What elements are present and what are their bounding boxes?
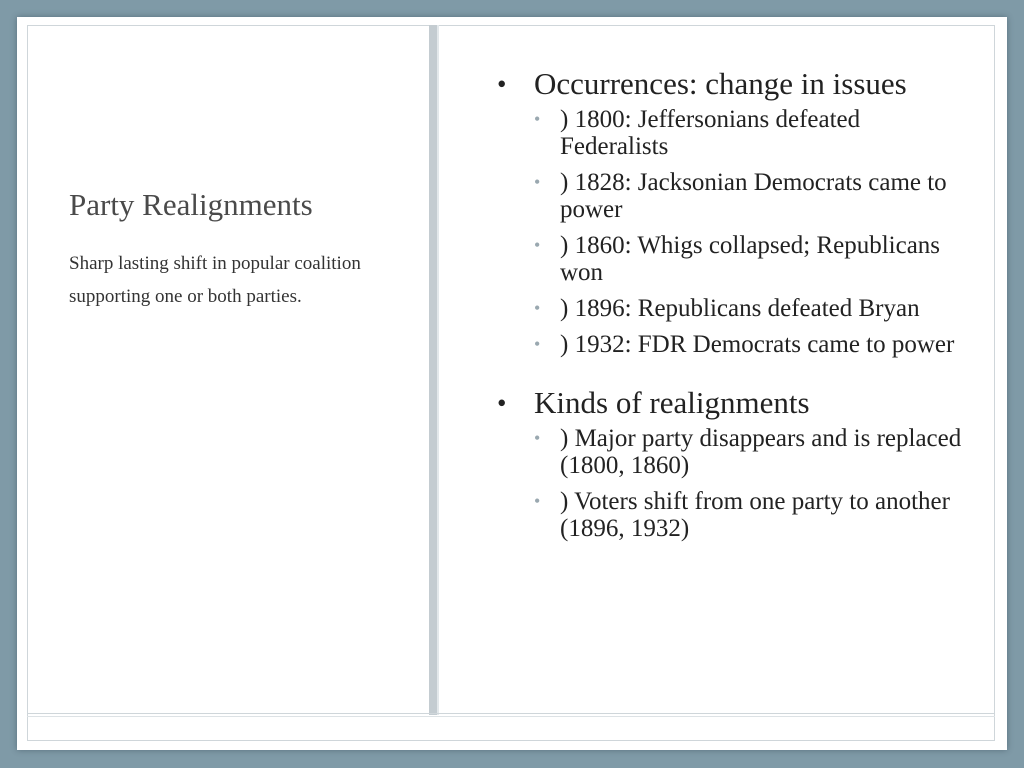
bullet-text: Kinds of realignments (534, 385, 810, 420)
bullet-text: ) Voters shift from one party to another (1896, 1932) (560, 488, 950, 542)
bullet-level-2 (492, 169, 972, 223)
column-divider (429, 25, 437, 715)
section-occurrences (492, 68, 972, 358)
bullet-text: ) 1896: Republicans defeated Bryan (560, 295, 920, 322)
bullet-text: ) 1932: FDR Democrats came to power (560, 331, 955, 358)
bullet-text: Occurrences: change in issues (534, 66, 907, 101)
bullet-text: ) 1860: Whigs collapsed; Republicans won (560, 232, 941, 286)
sub-bullet-dot-icon: • (534, 235, 541, 255)
bullet-level-1 (492, 68, 972, 100)
slide-title: Party Realignments (69, 187, 313, 222)
bullet-level-2 (492, 488, 972, 542)
section-kinds (492, 387, 972, 542)
sub-bullet-dot-icon: • (534, 334, 541, 354)
bullet-level-2 (492, 425, 972, 479)
bullet-text: ) 1828: Jacksonian Democrats came to power (560, 169, 947, 223)
bottom-rule (27, 713, 995, 714)
section-spacer (492, 367, 972, 387)
sub-bullet-dot-icon: • (534, 491, 541, 511)
bullet-level-2 (492, 331, 972, 358)
bullet-dot-icon: • (497, 69, 507, 99)
bullet-level-1 (492, 387, 972, 419)
bottom-rule-secondary (27, 716, 995, 717)
bullet-level-2 (492, 295, 972, 322)
slide-subtitle: Sharp lasting shift in popular coalition supporting one or both parties. (69, 253, 361, 307)
sub-bullet-dot-icon: • (534, 298, 541, 318)
bullet-dot-icon: • (497, 388, 507, 418)
sub-bullet-dot-icon: • (534, 109, 541, 129)
bullet-level-2 (492, 232, 972, 286)
bullet-level-2 (492, 106, 972, 160)
sub-bullet-dot-icon: • (534, 428, 541, 448)
bullet-content (492, 68, 972, 551)
column-divider-shade (437, 25, 439, 715)
slide (17, 17, 1007, 750)
sub-bullet-dot-icon: • (534, 172, 541, 192)
bullet-text: ) Major party disappears and is replaced (1800, 1860) (560, 425, 962, 479)
bullet-text: ) 1800: Jeffersonians defeated Federalists (560, 106, 861, 160)
